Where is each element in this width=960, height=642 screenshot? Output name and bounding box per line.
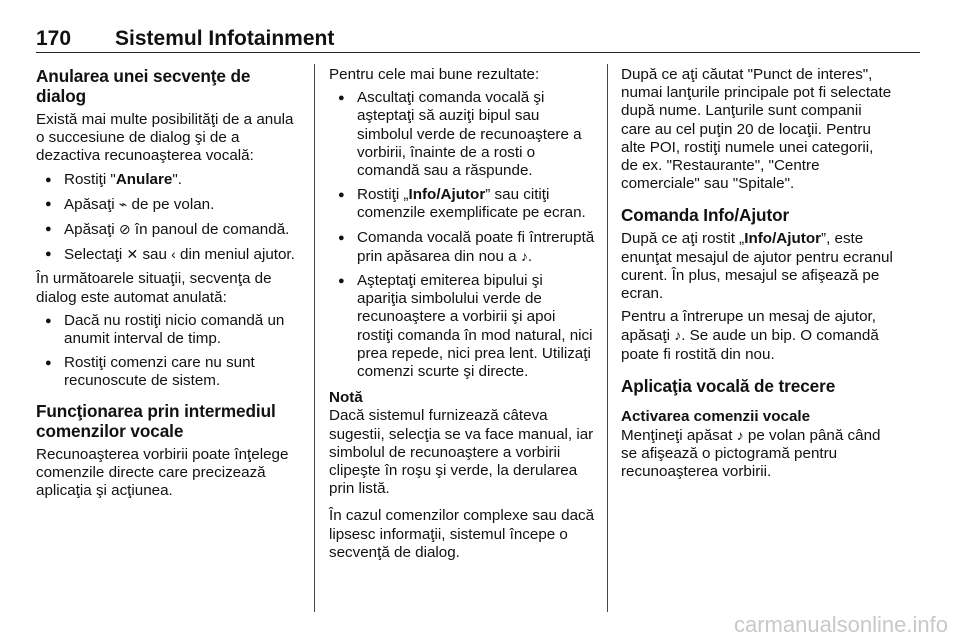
back-icon: ‹ — [171, 246, 176, 263]
paragraph-best-results: Pentru cele mai bune rezultate: — [329, 66, 540, 83]
voice-off-icon: ⊘ — [118, 221, 131, 238]
paragraph-auto-cancel: În următoarele situaţii, secvenţa de dialog este automat anulată: — [36, 270, 272, 306]
list-item: ● Apăsaţi ⌁ de pe volan. — [36, 195, 302, 214]
voice-icon: ♪ — [520, 247, 528, 264]
auto-cancel-list — [36, 312, 302, 391]
list-item: ● Comanda vocală poate fi întreruptă prin apăsarea din nou a ♪. — [329, 229, 595, 266]
paragraph-interrupt: Pentru a întrerupe un mesaj de ajutor, apăsaţi ♪. Se aude un bip. O comandă poate fi rostită din nou. — [621, 308, 879, 363]
paragraph-intro: Există mai multe posibilităţi de a anula o succesiune de dialog şi de a dezactiva recunoaşterea vocală: — [36, 111, 294, 165]
note-text: Dacă sistemul furnizează câteva sugestii, selecţia se va face manual, iar simbolul de recunoaştere a vorbirii clipeşte în roşu şi verde, la derularea prin listă. — [329, 407, 594, 498]
list-item: ● Rostiţi "Anulare". — [36, 171, 302, 189]
column-3 — [621, 66, 893, 486]
column-1 — [36, 66, 302, 505]
heading-voice-commands: Funcţionarea prin intermediul comenzilor vocale — [36, 400, 276, 441]
list-item: ● Aşteptaţi emiterea bipului şi apariţia simbolului verde de recunoaştere a vorbirii şi apoi rostiţi comanda în mod natural, nici prea repede, nici prea lent. Utilizaţi comenzi scurte şi directe. — [329, 272, 595, 381]
heading-pass-through: Aplicaţia vocală de trecere — [621, 375, 836, 396]
paragraph-activate: Menţineţi apăsat ♪ pe volan până când se afişează o pictogramă pentru recunoaşterea vorbirii. — [621, 426, 881, 481]
list-item: ● Dacă nu rostiţi nicio comandă un anumit interval de timp. — [36, 312, 302, 348]
heading-info-help: Comanda Info/Ajutor — [621, 205, 790, 226]
column-2 — [329, 66, 595, 567]
note-label: Notă — [329, 389, 363, 407]
page-header — [36, 28, 920, 53]
watermark: carmanualsonline.info — [733, 612, 948, 637]
paragraph-info-help: După ce aţi rostit „Info/Ajutor”, este enunţat mesajul de ajutor pentru ecranul curent. În plus, mesajul se afişează pe ecran. — [621, 230, 893, 303]
page-number: 170 — [36, 27, 72, 50]
voice-icon: ♪ — [736, 426, 744, 443]
paragraph-voice-commands: Recunoaşterea vorbirii poate înţelege comenzile directe care precizează aplicaţia şi acţiunea. — [36, 445, 289, 500]
column-divider — [314, 64, 315, 612]
list-item: ● Ascultaţi comanda vocală şi aşteptaţi să auziţi bipul sau simbolul verde de recunoaştere a vorbirii, înainte de a rosti o comandă sau a răspunde. — [329, 89, 595, 180]
heading-cancel-dialog: Anularea unei secvenţe de dialog — [36, 66, 251, 106]
voice-icon: ♪ — [674, 327, 682, 344]
list-item: ● Selectaţi ✕ sau ‹ din meniul ajutor. — [36, 245, 302, 264]
best-results-list — [329, 89, 595, 381]
list-item: ● Rostiţi „Info/Ajutor” sau citiţi comenzile exemplificate pe ecran. — [329, 186, 595, 222]
paragraph-complex: În cazul comenzilor complexe sau dacă lipsesc informaţii, sistemul începe o secvenţă de dialog. — [329, 507, 595, 561]
close-icon: ✕ — [126, 246, 139, 263]
list-item: ● Rostiţi comenzi care nu sunt recunoscute de sistem. — [36, 354, 302, 390]
column-divider — [607, 64, 608, 612]
page-title: Sistemul Infotainment — [115, 27, 335, 50]
cancel-options-list — [36, 171, 302, 265]
heading-activate: Activarea comenzii vocale — [621, 407, 811, 425]
phone-hangup-icon: ⌁ — [118, 195, 128, 212]
list-item: ● Apăsaţi ⊘ în panoul de comandă. — [36, 220, 302, 239]
paragraph-poi: După ce aţi căutat "Punct de interes", numai lanţurile principale pot fi selectate după nume. Lanţurile sunt companii care au cel puţin 20 de locaţii. Pentru alte POI, rostiţi numele unei categorii, de ex. "Restaurante", "Centre comerciale" sau "Spitale". — [621, 66, 892, 193]
